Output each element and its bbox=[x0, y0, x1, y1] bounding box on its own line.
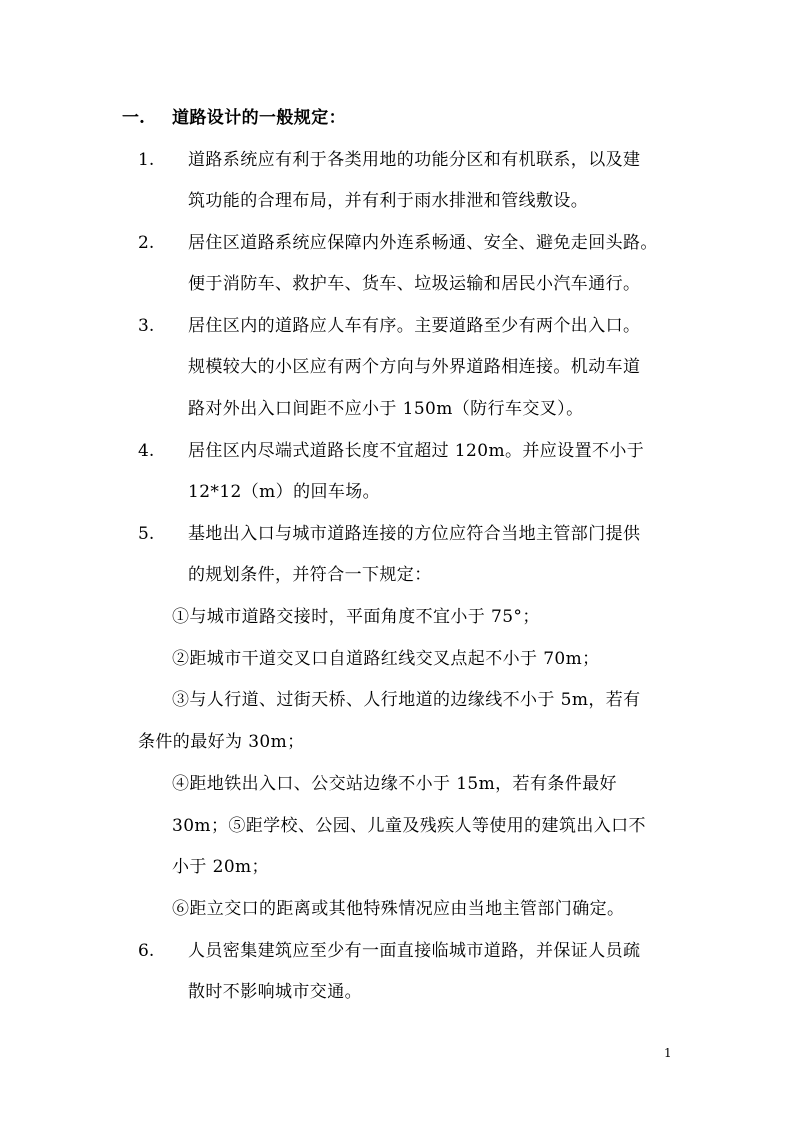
subitem-line-8: ⑥距立交口的距离或其他特殊情况应由当地主管部门确定。 bbox=[172, 899, 625, 919]
subitem-line-5: ④距地铁出入口、公交站边缘不小于 15m，若有条件最好 bbox=[172, 774, 617, 794]
item-number-6: 6. bbox=[138, 941, 155, 961]
item-4-line-1: 居住区内尽端式道路长度不宜超过 120m。并应设置不小于 bbox=[188, 441, 645, 461]
subitem-line-4: 条件的最好为 30m； bbox=[138, 732, 305, 752]
item-3-line-3: 路对外出入口间距不应小于 150m（防行车交叉）。 bbox=[188, 399, 584, 419]
section-title: 道路设计的一般规定： bbox=[172, 108, 346, 128]
item-1-line-1: 道路系统应有利于各类用地的功能分区和有机联系，以及建 bbox=[188, 150, 641, 170]
item-3-line-2: 规模较大的小区应有两个方向与外界道路相连接。机动车道 bbox=[188, 357, 641, 377]
section-number: 一. bbox=[122, 108, 145, 128]
item-6-line-2: 散时不影响城市交通。 bbox=[188, 982, 362, 1002]
item-number-3: 3. bbox=[138, 316, 155, 336]
item-2-line-2: 便于消防车、救护车、货车、垃圾运输和居民小汽车通行。 bbox=[188, 274, 641, 294]
subitem-line-2: ②距城市干道交叉口自道路红线交叉点起不小于 70m； bbox=[172, 649, 600, 669]
item-number-5: 5. bbox=[138, 524, 155, 544]
item-4-line-2: 12*12（m）的回车场。 bbox=[188, 482, 381, 502]
item-3-line-1: 居住区内的道路应人车有序。主要道路至少有两个出入口。 bbox=[188, 316, 641, 336]
item-5-line-1: 基地出入口与城市道路连接的方位应符合当地主管部门提供 bbox=[188, 524, 641, 544]
subitem-line-1: ①与城市道路交接时，平面角度不宜小于 75°； bbox=[172, 607, 540, 627]
item-number-1: 1. bbox=[138, 150, 155, 170]
subitem-line-7: 小于 20m； bbox=[172, 857, 269, 877]
item-5-line-2: 的规划条件，并符合一下规定： bbox=[188, 565, 432, 585]
subitem-line-3: ③与人行道、过街天桥、人行地道的边缘线不小于 5m，若有 bbox=[172, 690, 641, 710]
item-number-2: 2. bbox=[138, 233, 155, 253]
item-number-4: 4. bbox=[138, 441, 155, 461]
item-1-line-2: 筑功能的合理布局，并有利于雨水排泄和管线敷设。 bbox=[188, 191, 589, 211]
page-number: 1 bbox=[664, 1046, 672, 1060]
subitem-line-6: 30m；⑤距学校、公园、儿童及残疾人等使用的建筑出入口不 bbox=[172, 816, 646, 836]
item-6-line-1: 人员密集建筑应至少有一面直接临城市道路，并保证人员疏 bbox=[188, 941, 641, 961]
item-2-line-1: 居住区道路系统应保障内外连系畅通、安全、避免走回头路。 bbox=[188, 233, 658, 253]
